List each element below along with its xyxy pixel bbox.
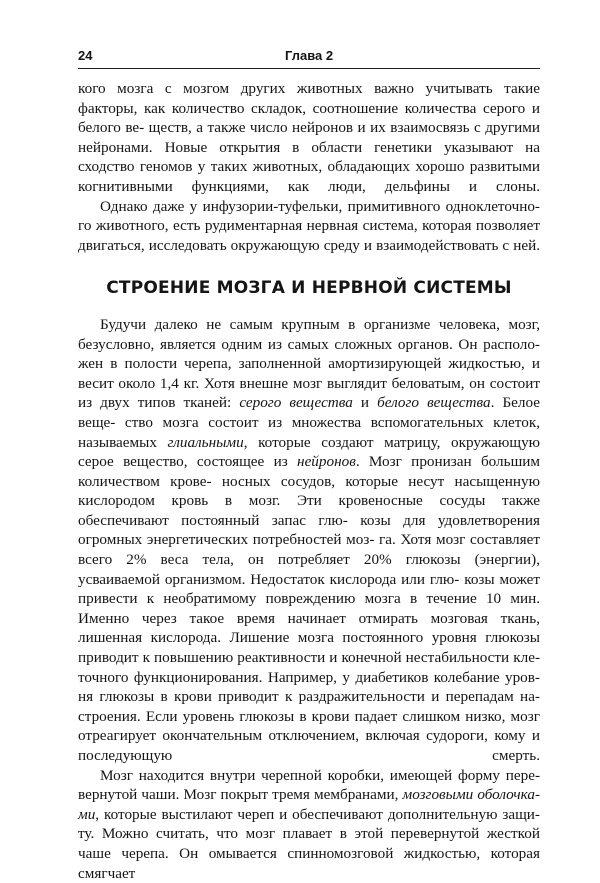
text-line: , которые создают матрицу, окружающую серое вещество, [78,433,541,471]
text-line: га. Хотя мозг составляет всего 2% веса тела, он потребляет 20% глюкозы [78,531,540,569]
term-neurons: нейронов [297,453,356,471]
page-number: 24 [78,48,93,63]
paragraph-1 [78,79,540,197]
text-line: Новые открытия в области генетики указывают на сходство геномов [78,138,540,176]
text-line: безусловно, является одним из самых сложных органов. Он располо- [78,335,540,353]
text-line: ство мозга состоит из множества вспомогательных клеток, называемых [78,413,541,451]
term-meninges-end: ми [78,805,96,823]
text-line: ту. Можно считать, что мозг плавает в этой перевернутой жесткой чаше [78,825,540,862]
running-header [78,48,540,68]
text-line: жен в полости черепа, заполненной амортизирующей жидкостью, и [78,355,540,373]
text-line: (энергии), усваиваемой организмом. Недостаток кислорода или глю- [78,551,540,588]
text-line: вернутой чаши. Мозг покрыт тремя мембранами, [78,786,403,804]
text-line: состоящее из [196,453,298,471]
text-line: весит около 1,4 кг. Хотя внешне мозг выглядит беловатым, он состоит [78,374,540,392]
text-line: козы может привести к необратимому повреждению мозга в течение [78,570,541,608]
text-line: . Белое веще- [78,394,541,431]
text-line: Мозг находится внутри черепной коробки, имеющей форму пере- [100,766,540,784]
text-line: ществ, а также число нейронов и их взаимосвязь с другими нейронами. [78,119,541,156]
text-line: приводит к повышению реактивности и конечной нестабильности кле- [78,649,540,667]
text-line: как количество складок, соотношение количества серого и белого ве- [78,99,541,137]
text-line: носных сосудов, которые несут насыщенную кислородом кровь в мозг. [78,472,540,510]
text-line: из двух типов тканей: [78,394,240,412]
text-line: строения. Если уровень глюкозы в крови падает слишком низко, мозг [78,707,540,725]
text-line: Однако даже у инфузории-туфельки, примитивного одноклеточно- [100,197,540,215]
chapter-title: Глава 2 [285,48,334,63]
text-line: Эти кровеносные сосуды также обеспечивают постоянный запас глю- [78,492,540,529]
text-line: Будучи далеко не самым крупным в организме человека, мозг, [100,315,540,333]
text-line: , которые выстилают череп и обеспечивают дополнительную защи- [95,805,540,823]
term-glial: глиальными [167,433,244,451]
page-body [78,79,540,883]
text-line: козы для удовлетворения огромных энергетических потребностей моз- [78,511,540,549]
header-rule [78,68,540,69]
text-line: у таких животных, обладающих хорошо развитыми когнитивными [78,158,540,195]
text-line: ня глюкозы в крови приводит к раздражительности и перепадам на- [78,688,540,706]
text-line: 10 мин. Именно через такое время начинает отмирать мозговая ткань, [78,590,540,627]
text-line: двигаться, исследовать окружающую среду и взаимодействовать с ней. [78,236,540,254]
text-line: отреагирует окончательным отключением, включая судороги, кому и [78,727,540,745]
text-line: последующую смерть. [78,747,540,764]
paragraph-3 [78,315,540,766]
text-line: и [352,394,378,412]
term-gray-matter: серого вещества [239,394,353,412]
text-line: кого мозга с мозгом других животных важно учитывать такие факторы, [78,80,540,117]
section-heading: СТРОЕНИЕ МОЗГА И НЕРВНОЙ СИСТЕМЫ [106,278,512,299]
term-meninges: мозговыми оболочка- [402,786,540,804]
term-white-matter: белого вещества [377,394,491,412]
text-line: го животного, есть рудиментарная нервная система, которая позволяет [78,217,540,235]
text-line: черепа. Он омывается спинномозговой жидкостью, которая смягчает [78,844,540,882]
paragraph-4 [78,766,540,883]
text-line: функциями, как люди, дельфины и слоны. [191,177,540,195]
text-line: . Мозг пронизан большим количеством крове- [78,453,540,490]
paragraph-2 [78,197,540,256]
text-line: точного функционирования. Например, у диабетиков колебание уров- [78,668,540,686]
text-line: лишенная кислорода. Лишение мозга постоянного уровня глюкозы [78,629,540,647]
